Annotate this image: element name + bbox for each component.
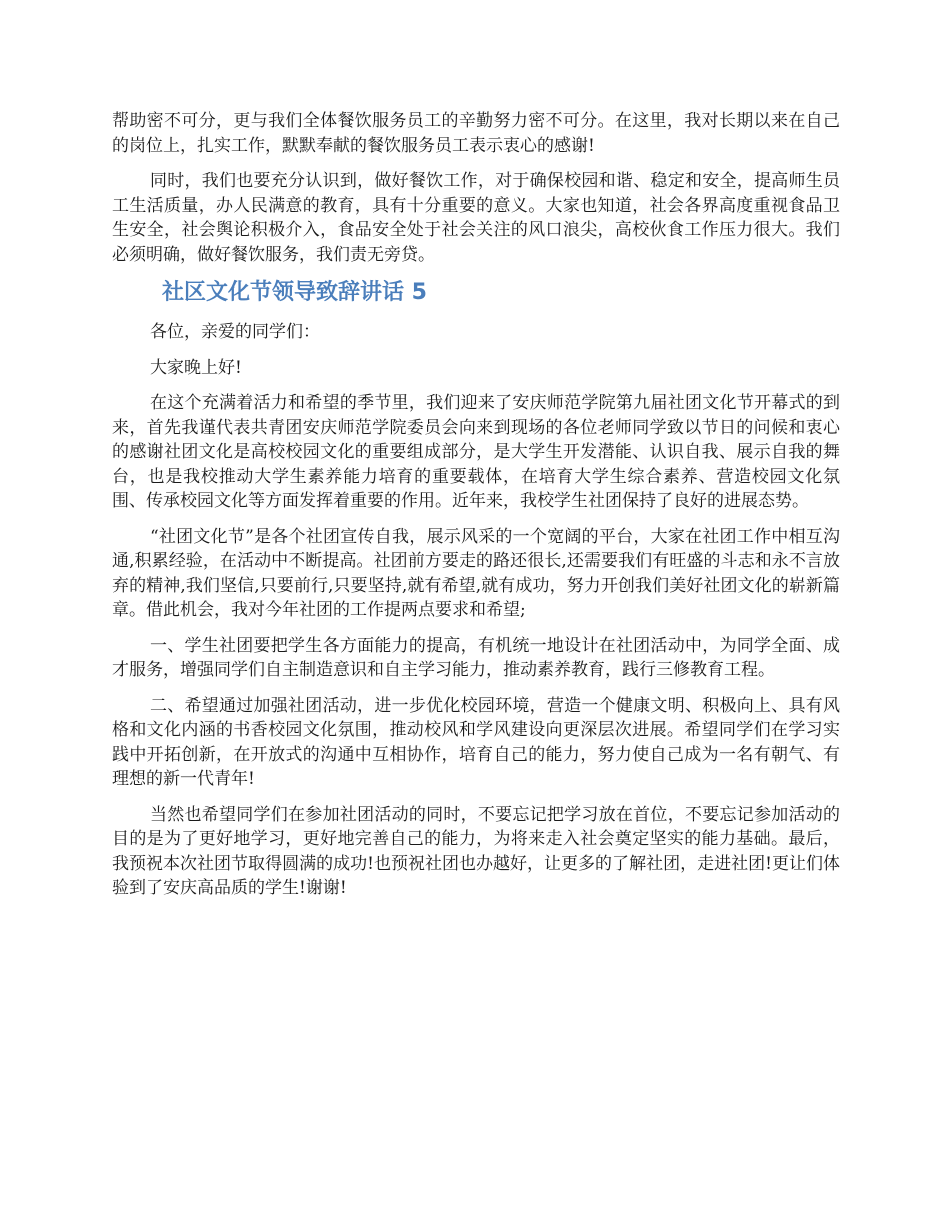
paragraph-greeting: 大家晚上好! — [150, 357, 242, 378]
section-heading: 社区文化节领导致辞讲话 5 — [162, 280, 427, 305]
paragraph-festival-platform: “社团文化节”是各个社团宣传自我，展示风采的一个宽阔的平台，大家在社团工作中相互沟通,积累经验，在活动中不断提高。社团前方要走的路还很长,还需要我们有旺盛的斗志和永不言放弃的精神,我们坚信,只要前行,只要坚持,就有希望,就有成功，努力开创我们美好社团文化的崭新篇章。借此机会，我对今年社团的工作提两点要求和希望; — [112, 526, 840, 620]
document-page — [112, 109, 840, 912]
paragraph-requirement-one: 一、学生社团要把学生各方面能力的提高，有机统一地设计在社团活动中，为同学全面、成才服务，增强同学们自主制造意识和自主学习能力，推动素养教育，践行三修教育工程。 — [112, 635, 840, 680]
paragraph-continued: 帮助密不可分，更与我们全体餐饮服务员工的辛勤努力密不可分。在这里，我对长期以来在自己的岗位上，扎实工作，默默奉献的餐饮服务员工表示衷心的感谢! — [112, 111, 840, 156]
paragraph-closing: 当然也希望同学们在参加社团活动的同时，不要忘记把学习放在首位，不要忘记参加活动的目的是为了更好地学习，更好地完善自己的能力，为将来走入社会奠定坚实的能力基础。最后，我预祝本次社团节取得圆满的成功!也预祝社团也办越好，让更多的了解社团，走进社团!更让们体验到了安庆高品质的学生!谢谢! — [112, 804, 840, 898]
paragraph-salutation: 各位，亲爱的同学们： — [150, 322, 320, 342]
paragraph-requirement-two: 二、希望通过加强社团活动，进一步优化校园环境，营造一个健康文明、积极向上、具有风格和文化内涵的书香校园文化氛围，推动校风和学风建设向更深层次进展。希望同学们在学习实践中开拓创新，在开放式的沟通中互相协作，培育自己的能力，努力使自己成为一名有朝气、有理想的新一代青年! — [112, 695, 840, 789]
paragraph-opening: 在这个充满着活力和希望的季节里，我们迎来了安庆师范学院第九届社团文化节开幕式的到来，首先我谨代表共青团安庆师范学院委员会向来到现场的各位老师同学致以节日的问候和衷心的感谢社团文化是高校校园文化的重要组成部分，是大学生开发潜能、认识自我、展示自我的舞台，也是我校推动大学生素养能力培育的重要载体，在培育大学生综合素养、营造校园文化氛围、传承校园文化等方面发挥着重要的作用。近年来，我校学生社团保持了良好的进展态势。 — [112, 393, 840, 511]
paragraph-catering-importance: 同时，我们也要充分认识到，做好餐饮工作，对于确保校园和谐、稳定和安全，提高师生员工生活质量，办人民满意的教育，具有十分重要的意义。大家也知道，社会各界高度重视食品卫生安全，社会舆论积极介入，食品安全处于社会关注的风口浪尖，高校伙食工作压力很大。我们必须明确，做好餐饮服务，我们责无旁贷。 — [112, 171, 840, 265]
